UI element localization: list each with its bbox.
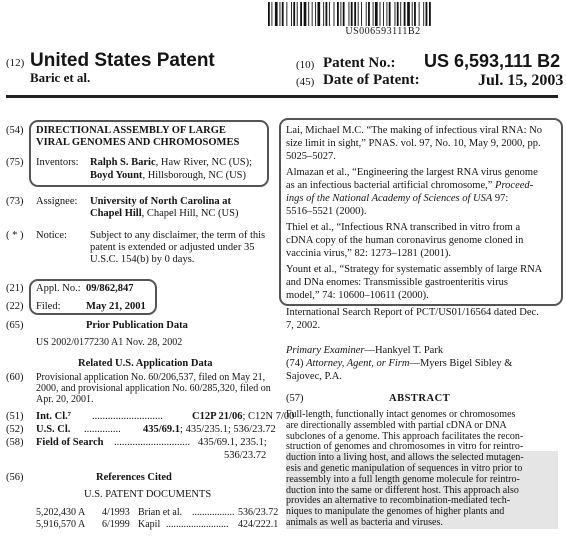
filed-date: May 21, 2001 — [86, 301, 146, 312]
barcode-bar — [412, 2, 413, 26]
ref-2-class: 424/222.1 — [238, 519, 279, 530]
cite-3-line-2: cDNA copy of the human coronavirus genome cloned in — [286, 235, 524, 246]
barcode-bar — [368, 2, 370, 26]
abstract-line-6: esis and genetic manipulation of sequences in vitro prior to — [286, 463, 523, 474]
cite-2-line-3: ings of the National Academy of Sciences of USA 97: — [286, 193, 509, 204]
ref-1-dots: ................. — [192, 507, 235, 518]
cite-3-line-3: vaccinia virus,” 82: 1273–1281 (2001). — [286, 248, 452, 259]
notice-line-1: Subject to any disclaimer, the term of this — [90, 230, 266, 241]
highlight-citations — [279, 118, 563, 306]
barcode-bar — [426, 2, 428, 26]
intcl-code: (51) — [6, 411, 24, 422]
abstract-line-4: struction of genomes and chromosomes in vitro for reintro- — [286, 441, 524, 453]
abstract-line-2: are directionally assembled with partial cDNA or DNA — [286, 419, 507, 431]
barcode-bar — [386, 2, 387, 26]
cite-2-line-2: as an infectious bacterial artificial chromosome,” Proceed- — [286, 180, 534, 191]
prior-code: (65) — [6, 320, 24, 331]
barcode-bar — [383, 2, 384, 26]
patent-no-code: (10) — [296, 59, 315, 71]
barcode-number: US006593111B2 — [345, 26, 421, 37]
abstract-line-7: reassembly into a full length genome molecule for reintro- — [286, 473, 520, 485]
barcode-bar — [334, 2, 335, 26]
inventors-label: Inventors: — [36, 157, 79, 168]
refs-heading: References Cited — [96, 472, 172, 483]
appl-code: (21) — [6, 283, 24, 294]
barcode-bar — [280, 2, 281, 26]
barcode-bar — [361, 2, 362, 26]
title-code: (54) — [6, 125, 24, 136]
invention-title-line1: DIRECTIONAL ASSEMBLY OF LARGE — [36, 125, 226, 136]
barcode-bar — [291, 2, 292, 26]
field-value-2: 536/23.72 — [224, 450, 267, 461]
barcode-bar — [395, 2, 396, 26]
ref-1-date: 4/1993 — [102, 507, 130, 518]
assignee-line2: Chapel Hill, Chapel Hill, NC (US) — [90, 208, 239, 219]
cite-4-line-1: Yount et al., “Strategy for systematic assembly of large RNA — [286, 264, 543, 275]
barcode-bar — [423, 2, 424, 26]
refs-code: (56) — [6, 472, 24, 483]
search-report-line-1: International Search Report of PCT/US01/16564 dated Dec. — [286, 307, 539, 318]
assignee-code: (73) — [6, 196, 24, 207]
related-heading: Related U.S. Application Data — [78, 358, 213, 369]
attorney: (74) Attorney, Agent, or Firm—Myers Bigel Sibley & — [286, 358, 513, 369]
intcl-label: Int. Cl.⁷ — [36, 411, 71, 422]
inventors-code: (75) — [6, 157, 24, 168]
ref-1-name: Brian et al. — [138, 507, 183, 518]
field-value-1: 435/69.1, 235.1; — [198, 437, 267, 448]
cite-4-line-3: model,” 74: 10600–10611 (2000). — [286, 290, 429, 301]
cite-2-line-4: 5516–5521 (2000). — [286, 206, 367, 217]
header-rule — [6, 95, 558, 98]
notice-line-3: U.S.C. 154(b) by 0 days. — [90, 254, 195, 265]
related-line-1: Provisional application No. 60/206,537, filed on May 21, — [36, 372, 266, 383]
barcode-bar — [354, 2, 356, 26]
prior-publication: US 2002/0177230 A1 Nov. 28, 2002 — [36, 337, 183, 348]
barcode — [268, 2, 496, 26]
cite-1-line-2: size limit in sight,” PNAS. vol. 97, No. 10, May 9, 2000, pp. — [286, 138, 541, 149]
field-dots: ............................. — [114, 437, 191, 448]
barcode-bar — [349, 2, 350, 26]
attorney-line-2: Sajovec, P.A. — [286, 371, 342, 382]
barcode-bar — [271, 2, 272, 26]
abstract-line-1: Full-length, functionally intact genomes or chromosomes — [286, 409, 516, 420]
appl-number: 09/862,847 — [86, 283, 134, 294]
cite-2-line-1: Almazan et al., “Engineering the largest RNA virus genome — [286, 167, 538, 178]
barcode-bar — [326, 2, 328, 26]
primary-examiner: Primary Examiner—Hankyel T. Park — [286, 345, 444, 356]
abstract-heading: ABSTRACT — [389, 393, 451, 404]
invention-title-line2: VIRAL GENOMES AND CHROMOSOMES — [36, 137, 240, 148]
barcode-bar — [373, 2, 374, 26]
cite-4-line-2: and DNa enomes: Transmissible gastroenteritis virus — [286, 277, 508, 288]
cite-1-line-3: 5025–5027. — [286, 151, 336, 162]
abstract-line-10: niques to manipulate the genomes of higher plants and — [286, 506, 505, 518]
barcode-bar — [286, 2, 287, 26]
abstract-code: (57) — [286, 393, 304, 404]
barcode-bar — [337, 2, 339, 26]
abstract-line-3: subclones of a genome. This approach facilitates the recon- — [286, 430, 524, 442]
barcode-bar — [268, 2, 270, 26]
ref-2-number: 5,916,570 A — [36, 519, 86, 530]
abstract-line-8: duction into the same or different host. This approach also — [286, 484, 519, 496]
search-report-line-2: 7, 2002. — [286, 320, 321, 331]
barcode-bar — [304, 2, 307, 26]
barcode-bar — [375, 2, 378, 26]
barcode-bar — [282, 2, 284, 26]
authors: Baric et al. — [30, 70, 91, 85]
cite-3-line-1: Thiel et al., “Infectious RNA transcribed in vitro from a — [286, 222, 521, 233]
barcode-bar — [315, 2, 316, 26]
related-line-3: Apr. 20, 2001. — [36, 394, 94, 405]
notice-line-2: patent is extended or adjusted under 35 — [90, 242, 255, 253]
date-label: Date of Patent: — [323, 72, 420, 88]
uscl-dots: .............. — [84, 424, 121, 435]
related-code: (60) — [6, 372, 24, 383]
highlight-title-inventors — [29, 120, 269, 187]
barcode-bar — [329, 2, 330, 26]
notice-code: ( * ) — [6, 230, 24, 241]
barcode-bar — [389, 2, 391, 26]
barcode-bar — [419, 2, 420, 26]
abstract-line-9: provides an alternative to recombination-mediated tech- — [286, 495, 511, 507]
uscl-value: 435/69.1; 435/235.1; 536/23.72 — [143, 424, 276, 435]
barcode-bar — [351, 2, 353, 26]
abstract-line-11: animals as well as bacteria and viruses. — [286, 517, 443, 528]
highlight-appl-filed — [29, 279, 157, 315]
field-label: Field of Search — [36, 437, 104, 448]
barcode-bar — [414, 2, 416, 26]
uscl-label: U.S. Cl. — [36, 424, 71, 435]
barcode-bar — [308, 2, 309, 26]
patent-number: US 6,593,111 B2 — [424, 51, 561, 71]
ref-1-class: 536/23.72 — [238, 507, 279, 518]
barcode-bar — [429, 2, 431, 26]
barcode-bar — [275, 2, 278, 26]
refs-subheading: U.S. PATENT DOCUMENTS — [84, 489, 212, 500]
patent-no-label: Patent No.: — [323, 55, 396, 71]
barcode-bar — [317, 2, 320, 26]
barcode-bar — [340, 2, 341, 26]
ref-2-name: Kapil — [138, 519, 161, 530]
appl-label: Appl. No.: — [36, 283, 81, 294]
assignee-label: Assignee: — [36, 196, 78, 207]
inventor-1: Ralph S. Baric, Haw River, NC (US); — [90, 157, 253, 168]
doc-kind-code: (12) — [6, 57, 25, 69]
barcode-bar — [293, 2, 295, 26]
assignee-line1: University of North Carolina at — [90, 196, 231, 207]
abstract-line-5: duction into a living host, and allows the selected mutagen- — [286, 452, 524, 464]
barcode-bar — [323, 2, 324, 26]
barcode-bar — [358, 2, 359, 26]
ref-2-date: 6/1999 — [102, 519, 130, 530]
ref-2-dots: ......................... — [166, 519, 229, 530]
barcode-bar — [343, 2, 345, 26]
prior-heading: Prior Publication Data — [86, 320, 188, 331]
barcode-bar — [407, 2, 410, 26]
filed-label: Filed: — [36, 301, 61, 312]
barcode-bar — [380, 2, 381, 26]
barcode-bar — [366, 2, 367, 26]
doc-title: United States Patent — [30, 50, 215, 71]
intcl-dots: ........................... — [92, 411, 163, 422]
field-code: (58) — [6, 437, 24, 448]
barcode-bar — [297, 2, 298, 26]
inventor-2: Boyd Yount, Hillsborough, NC (US) — [90, 170, 246, 181]
cite-1-line-1: Lai, Michael M.C. “The making of infectious viral RNA: No — [286, 125, 543, 136]
date-code: (45) — [296, 76, 315, 88]
patent-date: Jul. 15, 2003 — [478, 72, 564, 89]
barcode-bar — [397, 2, 399, 26]
notice-label: Notice: — [36, 230, 67, 241]
barcode-bar — [404, 2, 406, 26]
barcode-bar — [400, 2, 401, 26]
ref-1-number: 5,202,430 A — [36, 507, 86, 518]
filed-code: (22) — [6, 301, 24, 312]
related-line-2: 2000, and provisional application No. 60/285,320, filed on — [36, 383, 271, 394]
barcode-bar — [312, 2, 313, 26]
barcode-bar — [300, 2, 302, 26]
intcl-value: C12P 21/06; C12N 7/00 — [192, 411, 295, 422]
uscl-code: (52) — [6, 424, 24, 435]
